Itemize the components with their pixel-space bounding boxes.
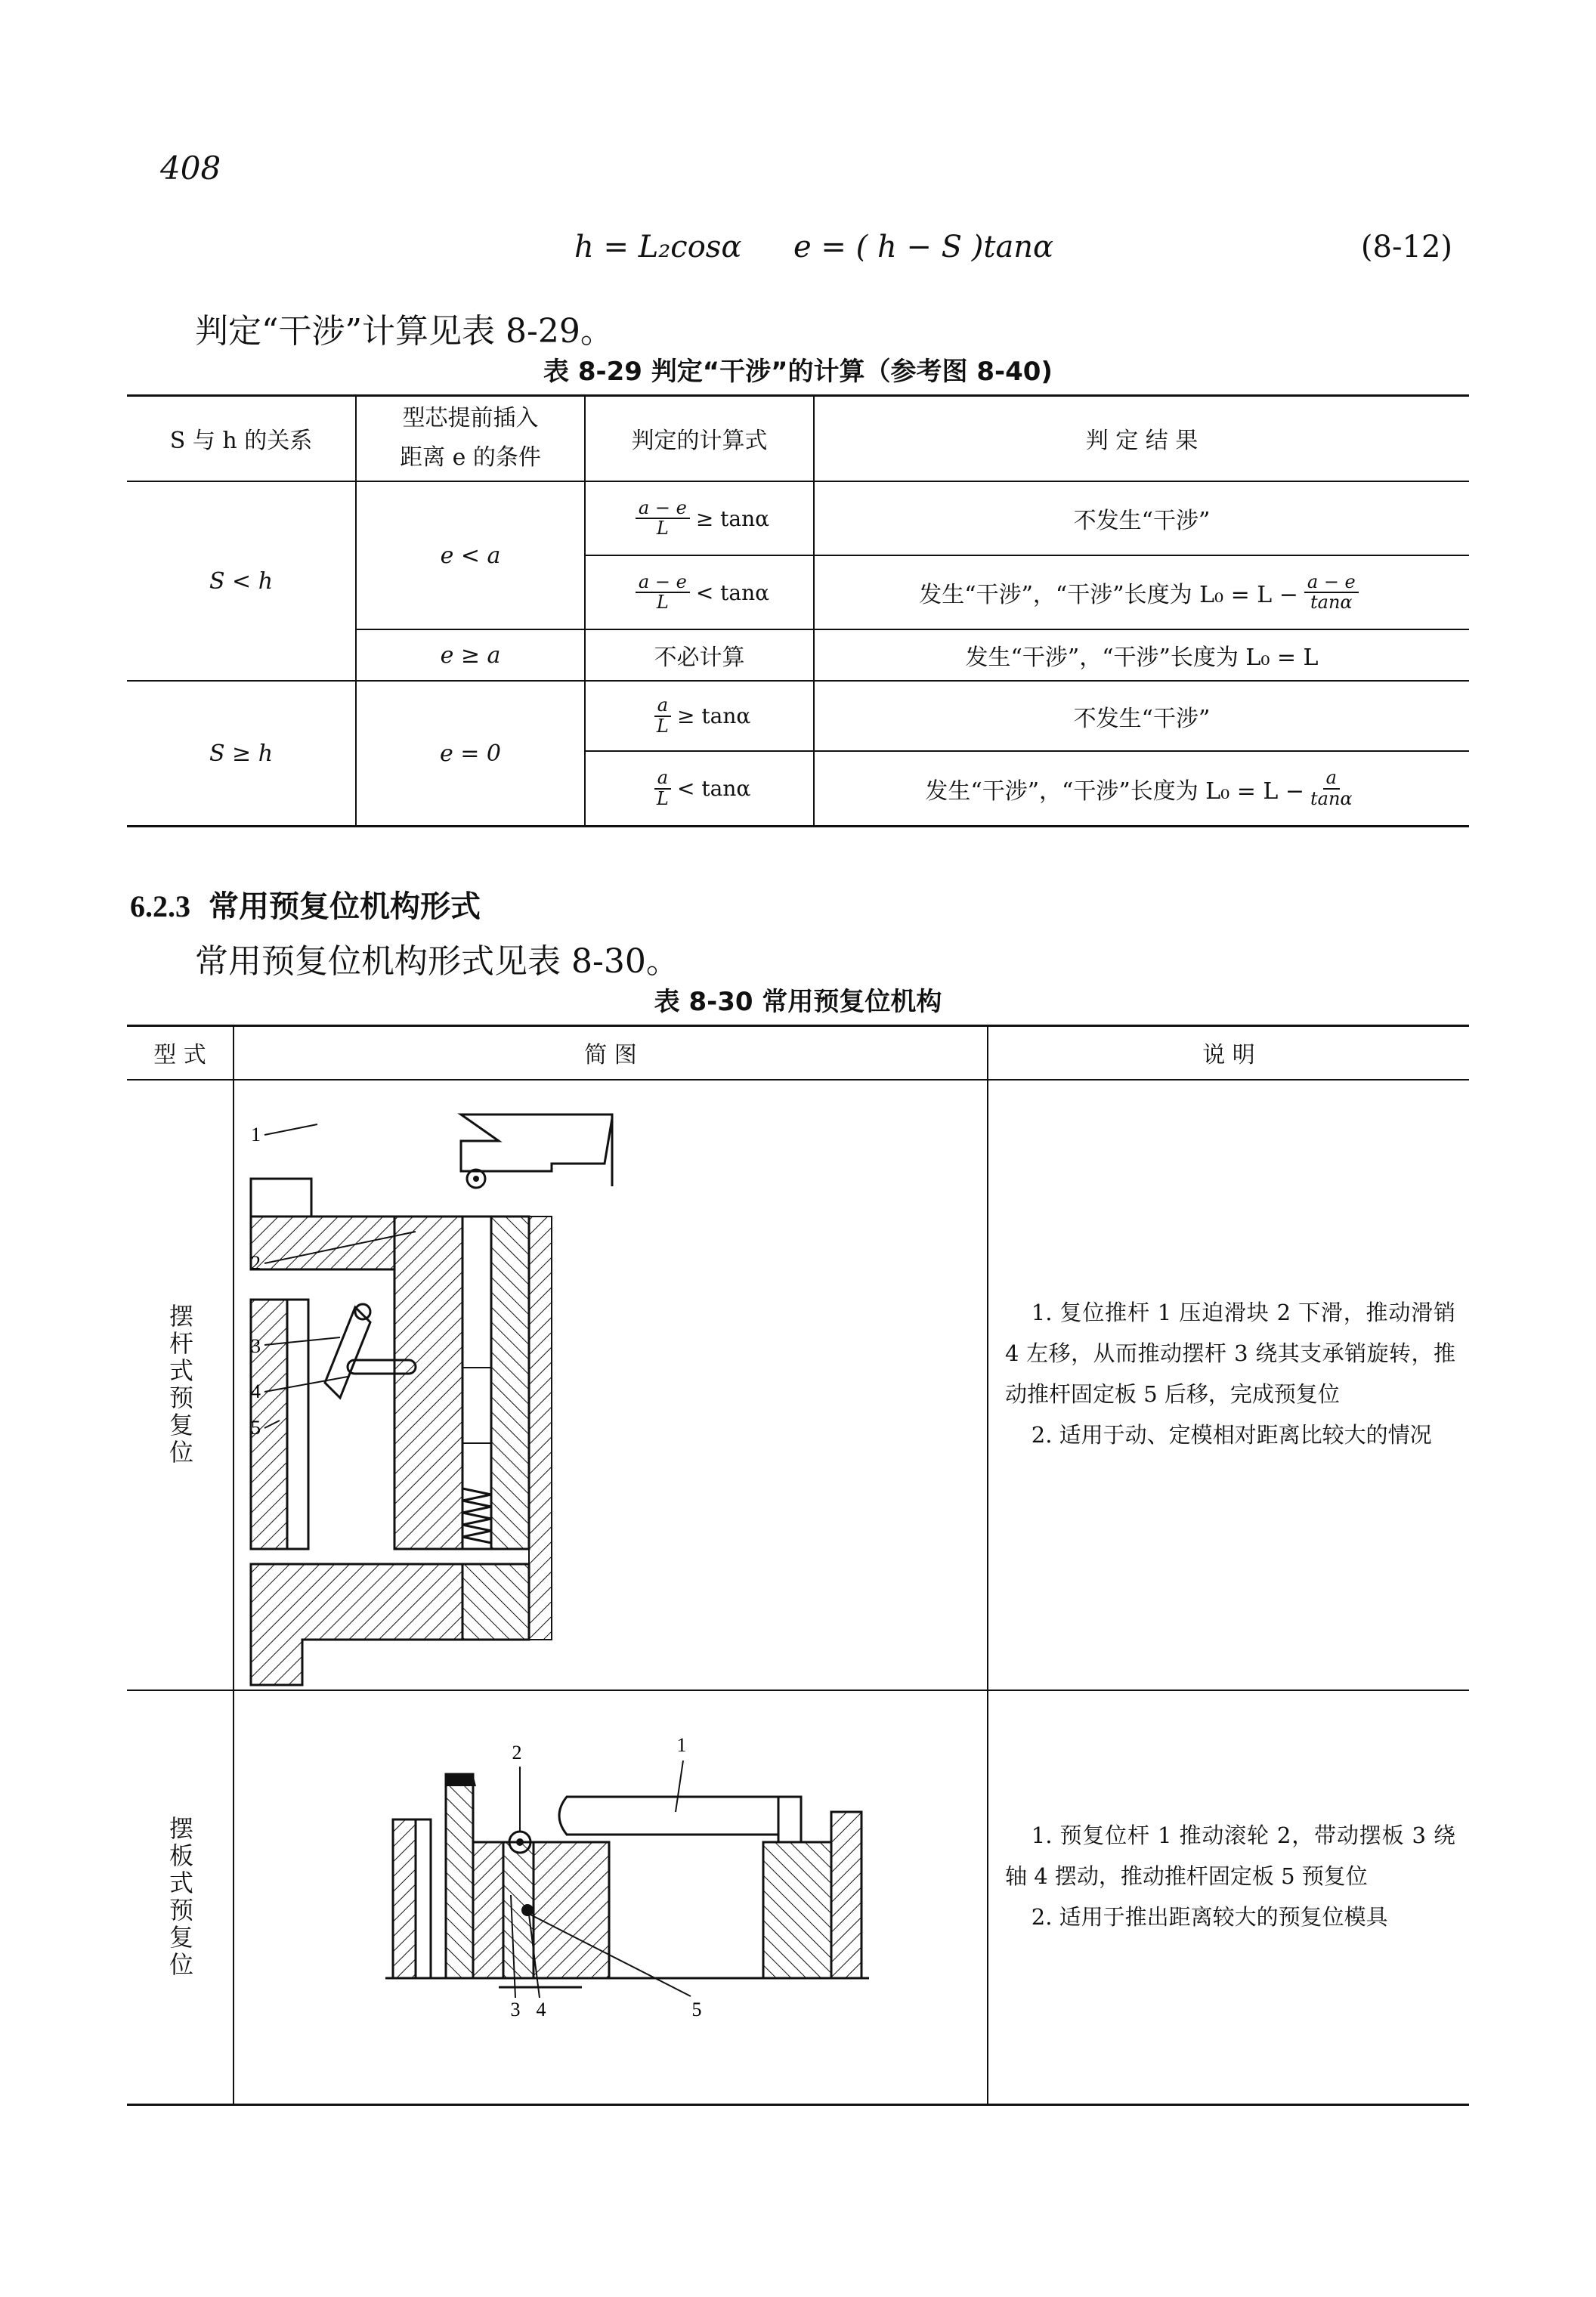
type-swing-lever xyxy=(127,1080,233,1690)
equation-number: (8-12) xyxy=(1360,230,1452,264)
callout-2: 2 xyxy=(251,1252,261,1274)
callout-1: 1 xyxy=(251,1124,261,1145)
header-type: 型 式 xyxy=(153,1042,206,1068)
callout-4: 4 xyxy=(536,1999,546,2020)
callout-4: 4 xyxy=(251,1380,261,1402)
condition-e-eq-0: e = 0 xyxy=(439,740,502,767)
relation-s-ge-h: S ≥ h xyxy=(209,740,274,767)
slider xyxy=(462,1368,491,1443)
fraction-denominator: tanα xyxy=(1310,787,1353,809)
fraction-numerator: a − e xyxy=(636,573,690,593)
formula-row-3: 不必计算 xyxy=(654,645,745,671)
result-row-2 xyxy=(815,556,1469,629)
formula-e: e = ( h − S )tanα xyxy=(793,230,1054,264)
description-item-2: 2. 适用于动、定模相对距离比较大的情况 xyxy=(1031,1422,1432,1448)
result-row-1: 不发生“干涉” xyxy=(1073,508,1211,534)
result-row-3: 发生“干涉”，“干涉”长度为 L₀ = L xyxy=(965,645,1319,671)
fraction-denominator: L xyxy=(656,592,669,613)
center-column xyxy=(394,1217,462,1549)
base-block xyxy=(251,1564,462,1685)
header-condition-line1: 型芯提前插入 xyxy=(402,405,539,431)
axle-4 xyxy=(521,1904,534,1916)
formula-row-5 xyxy=(586,752,813,825)
description-item-2: 2. 适用于推出距离较大的预复位模具 xyxy=(1031,1904,1388,1930)
formula-row-1 xyxy=(586,482,813,555)
callout-2: 2 xyxy=(512,1742,522,1764)
header-diagram: 简 图 xyxy=(584,1042,637,1068)
type-label: 摆板式预复位 xyxy=(165,1816,194,1979)
fraction-numerator: a xyxy=(654,768,671,789)
formula-row-2 xyxy=(586,556,813,629)
intro-sentence: 判定“干涉”计算见表 8-29。 xyxy=(195,312,614,351)
result-text: 发生“干涉”，“干涉”长度为 L₀ = L − xyxy=(919,582,1298,608)
right-column xyxy=(491,1217,529,1549)
section-number: 6.2.3 xyxy=(130,889,190,923)
fraction-denominator: L xyxy=(656,518,669,539)
fraction-denominator: L xyxy=(656,787,669,809)
callout-5: 5 xyxy=(251,1417,261,1439)
header-condition-line2: 距离 e 的条件 xyxy=(400,444,541,471)
swing-lever-description xyxy=(1005,1292,1455,1455)
type-label: 摆杆式预复位 xyxy=(165,1303,194,1467)
formula-operator: ≥ tanα xyxy=(677,703,751,728)
result-text: 发生“干涉”，“干涉”长度为 L₀ = L − xyxy=(925,778,1304,805)
left-plate xyxy=(251,1179,311,1217)
reset-push-rod xyxy=(461,1114,612,1171)
swing-plate-description xyxy=(1005,1815,1455,1937)
spring xyxy=(462,1489,491,1543)
callout-3: 3 xyxy=(510,1999,521,2020)
swing-lever-diagram xyxy=(234,1080,987,1690)
table-830-caption: 表 8-30 常用预复位机构 xyxy=(654,987,942,1017)
condition-e-ge-a: e ≥ a xyxy=(440,641,501,669)
fraction-numerator: a xyxy=(654,696,671,716)
formula-h: h = L₂cosα xyxy=(574,230,742,264)
callout-5: 5 xyxy=(691,1999,702,2020)
swing-plate-diagram xyxy=(234,1691,987,2104)
fraction-numerator: a xyxy=(1323,768,1340,789)
table-829-caption: 表 8-29 判定“干涉”的计算（参考图 8-40) xyxy=(543,357,1053,387)
header-result: 判 定 结 果 xyxy=(1085,428,1199,454)
type-swing-plate xyxy=(127,1691,233,2104)
section-title: 常用预复位机构形式 xyxy=(209,889,481,924)
formula-operator: < tanα xyxy=(677,776,751,801)
callout-1: 1 xyxy=(676,1734,687,1756)
relation-s-lt-h: S < h xyxy=(209,567,274,595)
formula-operator: ≥ tanα xyxy=(695,505,770,531)
section-heading xyxy=(130,883,481,926)
section-intro: 常用预复位机构形式见表 8-30。 xyxy=(195,942,679,981)
description-item-1: 1. 复位推杆 1 压迫滑块 2 下滑，推动滑销 4 左移，从而推动摆杆 3 绕其支承销旋转，推动推杆固定板 5 后移，完成预复位 xyxy=(1005,1300,1455,1407)
description-item-1: 1. 预复位杆 1 推动滚轮 2，带动摆板 3 绕轴 4 摆动，推动推杆固定板 5 预复位 xyxy=(1005,1822,1455,1889)
fraction-numerator: a − e xyxy=(636,499,690,519)
formula-operator: < tanα xyxy=(695,580,770,605)
header-description: 说 明 xyxy=(1202,1042,1255,1068)
pre-reset-rod-1 xyxy=(559,1797,778,1835)
result-row-5 xyxy=(815,752,1469,825)
callout-3: 3 xyxy=(251,1335,261,1357)
fraction-denominator: tanα xyxy=(1310,592,1353,613)
result-row-4: 不发生“干涉” xyxy=(1073,705,1211,732)
fraction-denominator: L xyxy=(656,715,669,737)
formula-row-4 xyxy=(586,682,813,750)
swing-lever-3 xyxy=(325,1307,370,1398)
condition-e-lt-a: e < a xyxy=(440,542,501,569)
header-condition xyxy=(357,396,584,481)
fraction-numerator: a − e xyxy=(1304,573,1359,593)
header-formula: 判定的计算式 xyxy=(631,428,768,454)
header-relation: S 与 h 的关系 xyxy=(169,428,313,454)
page-number: 408 xyxy=(160,150,221,187)
